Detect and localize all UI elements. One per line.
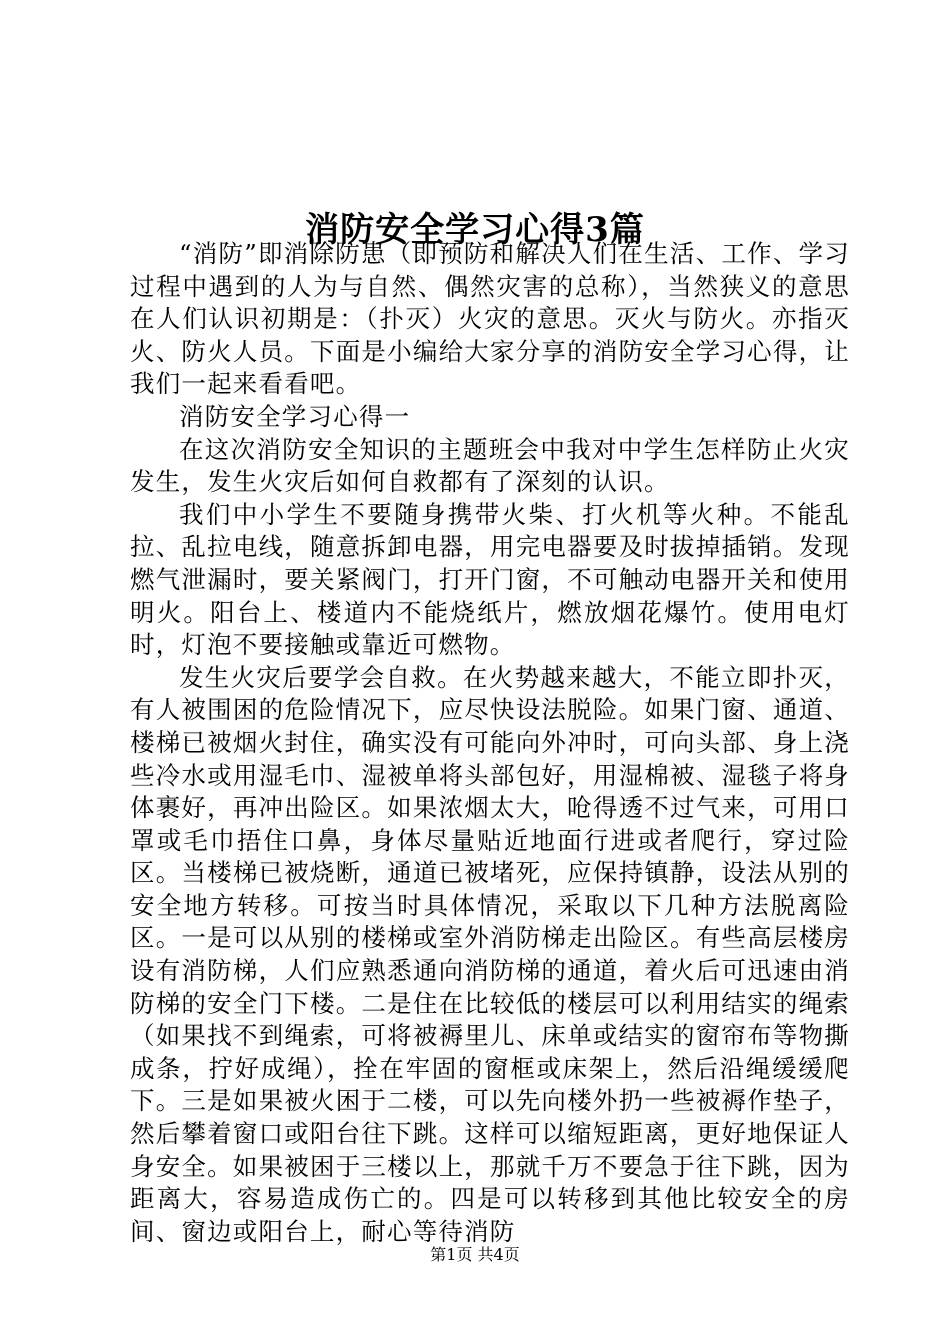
- document-body: [130, 238, 850, 1248]
- body-paragraph: 我们中小学生不要随身携带火柴、打火机等火种。不能乱拉、乱拉电线，随意拆卸电器，用完电器要及时拔掉插销。发现燃气泄漏时，要关紧阀门，打开门窗，不可触动电器开关和使用明火。阳台上、楼道内不能烧纸片，燃放烟花爆竹。使用电灯时，灯泡不要接触或靠近可燃物。: [130, 499, 850, 660]
- body-paragraph: 在这次消防安全知识的主题班会中我对中学生怎样防止火灾发生，发生火灾后如何自救都有了深刻的认识。: [130, 434, 850, 497]
- document-title: 消防安全学习心得3篇: [305, 209, 645, 250]
- intro-paragraph: “消防”即消除防患（即预防和解决人们在生活、工作、学习过程中遇到的人为与自然、偶然灾害的总称），当然狭义的意思在人们认识初期是：（扑灭）火灾的意思。灭火与防火。亦指灭火、防火人员。下面是小编给大家分享的消防安全学习心得，让我们一起来看看吧。: [130, 239, 850, 399]
- body-paragraph: 发生火灾后要学会自救。在火势越来越大，不能立即扑灭，有人被围困的危险情况下，应尽快设法脱险。如果门窗、通道、楼梯已被烟火封住，确实没有可能向外冲时，可向头部、身上浇些冷水或用湿毛巾、湿被单将头部包好，用湿棉被、湿毯子将身体裹好，再冲出险区。如果浓烟太大，呛得透不过气来，可用口罩或毛巾捂住口鼻，身体尽量贴近地面行进或者爬行，穿过险区。当楼梯已被烧断，通道已被堵死，应保持镇静，设法从别的安全地方转移。可按当时具体情况，采取以下几种方法脱离险区。一是可以从别的楼梯或室外消防梯走出险区。有些高层楼房设有消防梯，人们应熟悉通向消防梯的通道，着火后可迅速由消防梯的安全门下楼。二是住在比较低的楼层可以利用结实的绳索（如果找不到绳索，可将被褥里儿、床单或结实的窗帘布等物撕成条，拧好成绳），拴在牢固的窗框或床架上，然后沿绳缓缓爬下。三是如果被火困于二楼，可以先向楼外扔一些被褥作垫子，然后攀着窗口或阳台往下跳。这样可以缩短距离，更好地保证人身安全。如果被困于三楼以上，那就千万不要急于往下跳，因为距离大，容易造成伤亡的。四是可以转移到其他比较安全的房间、窗边或阳台上，耐心等待消防: [130, 662, 850, 1246]
- section-heading: 消防安全学习心得一: [179, 401, 411, 431]
- page-footer: 第1页 共4页: [430, 1245, 520, 1264]
